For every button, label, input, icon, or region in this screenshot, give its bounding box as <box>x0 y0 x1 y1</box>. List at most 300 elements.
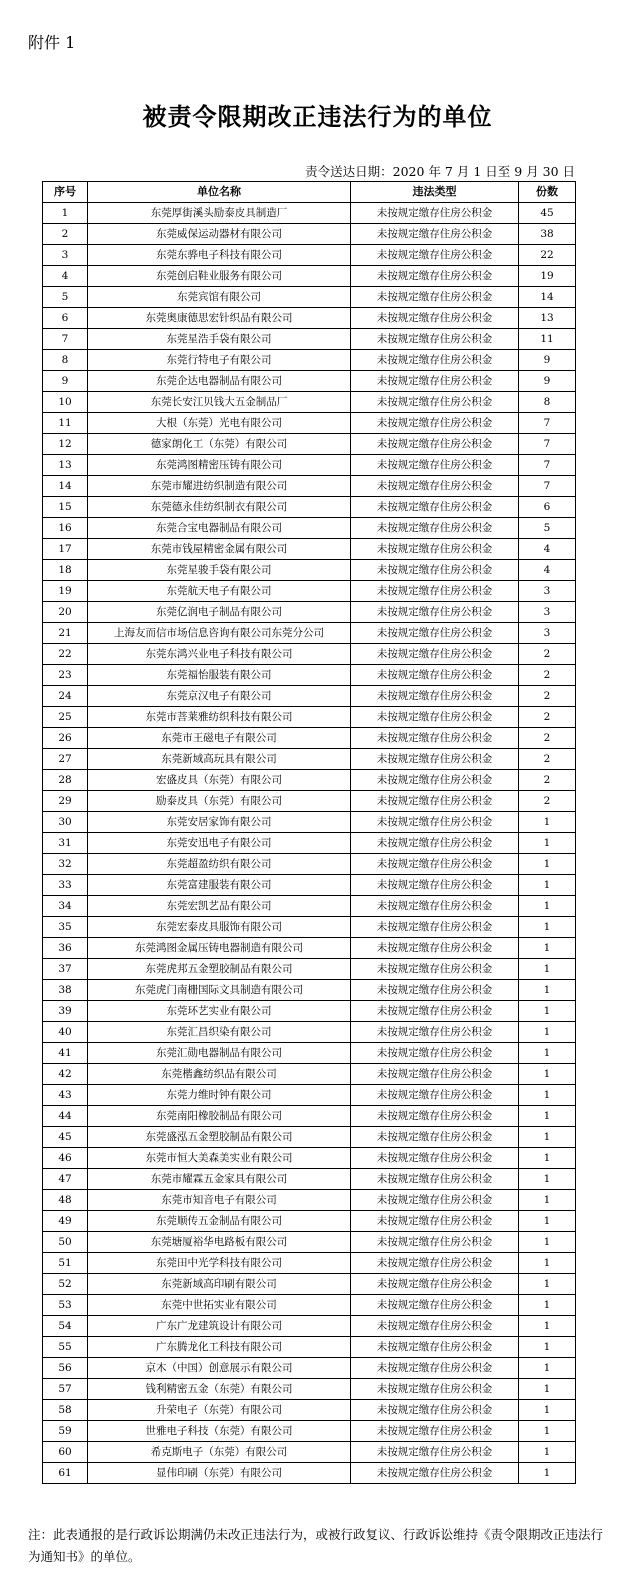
row-index: 30 <box>43 812 88 833</box>
copy-count: 2 <box>519 728 576 749</box>
table-row <box>43 413 576 434</box>
row-index: 44 <box>43 1106 88 1127</box>
table-row <box>43 959 576 980</box>
table-row <box>43 644 576 665</box>
row-index: 36 <box>43 938 88 959</box>
violation-type: 未按规定缴存住房公积金 <box>351 476 519 497</box>
copy-count: 1 <box>519 1400 576 1421</box>
copy-count: 1 <box>519 980 576 1001</box>
violation-type: 未按规定缴存住房公积金 <box>351 329 519 350</box>
violation-type: 未按规定缴存住房公积金 <box>351 1253 519 1274</box>
copy-count: 11 <box>519 329 576 350</box>
company-name: 东莞市恒大美森美实业有限公司 <box>88 1148 351 1169</box>
row-index: 55 <box>43 1337 88 1358</box>
violation-type: 未按规定缴存住房公积金 <box>351 1295 519 1316</box>
row-index: 47 <box>43 1169 88 1190</box>
copy-count: 2 <box>519 644 576 665</box>
row-index: 23 <box>43 665 88 686</box>
column-header-count: 份数 <box>519 182 576 203</box>
row-index: 61 <box>43 1463 88 1484</box>
violation-type: 未按规定缴存住房公积金 <box>351 686 519 707</box>
row-index: 3 <box>43 245 88 266</box>
violation-type: 未按规定缴存住房公积金 <box>351 749 519 770</box>
violation-type: 未按规定缴存住房公积金 <box>351 581 519 602</box>
row-index: 31 <box>43 833 88 854</box>
company-name: 东莞力维时钟有限公司 <box>88 1085 351 1106</box>
violation-type: 未按规定缴存住房公积金 <box>351 980 519 1001</box>
table-row <box>43 266 576 287</box>
violation-type: 未按规定缴存住房公积金 <box>351 728 519 749</box>
copy-count: 4 <box>519 539 576 560</box>
company-name: 东莞市王磁电子有限公司 <box>88 728 351 749</box>
violation-type: 未按规定缴存住房公积金 <box>351 1232 519 1253</box>
company-name: 东莞新域高印刷有限公司 <box>88 1274 351 1295</box>
table-row <box>43 980 576 1001</box>
company-name: 东莞京汉电子有限公司 <box>88 686 351 707</box>
document-title: 被责令限期改正违法行为的单位 <box>142 102 493 131</box>
table-row <box>43 1169 576 1190</box>
violation-type: 未按规定缴存住房公积金 <box>351 287 519 308</box>
company-name: 东莞亿润电子制品有限公司 <box>88 602 351 623</box>
company-name: 东莞星骏手袋有限公司 <box>88 560 351 581</box>
row-index: 56 <box>43 1358 88 1379</box>
table-row <box>43 1022 576 1043</box>
row-index: 32 <box>43 854 88 875</box>
copy-count: 1 <box>519 1106 576 1127</box>
row-index: 8 <box>43 350 88 371</box>
table-row <box>43 1442 576 1463</box>
row-index: 22 <box>43 644 88 665</box>
company-name: 东莞东骅电子科技有限公司 <box>88 245 351 266</box>
table-row <box>43 1148 576 1169</box>
row-index: 49 <box>43 1211 88 1232</box>
table-row <box>43 1127 576 1148</box>
violation-type: 未按规定缴存住房公积金 <box>351 1463 519 1484</box>
row-index: 29 <box>43 791 88 812</box>
violation-type: 未按规定缴存住房公积金 <box>351 539 519 560</box>
company-name: 东莞汇昌织染有限公司 <box>88 1022 351 1043</box>
company-name: 东莞顺传五金制品有限公司 <box>88 1211 351 1232</box>
column-header-company: 单位名称 <box>88 182 351 203</box>
violation-type: 未按规定缴存住房公积金 <box>351 644 519 665</box>
table-header-row <box>43 182 576 203</box>
table-row <box>43 665 576 686</box>
company-name: 东莞超盈纺织有限公司 <box>88 854 351 875</box>
violation-type: 未按规定缴存住房公积金 <box>351 1001 519 1022</box>
company-name: 东莞威保运动器材有限公司 <box>88 224 351 245</box>
table-row <box>43 1043 576 1064</box>
violation-type: 未按规定缴存住房公积金 <box>351 350 519 371</box>
table-row <box>43 1253 576 1274</box>
copy-count: 2 <box>519 791 576 812</box>
copy-count: 3 <box>519 581 576 602</box>
violation-type: 未按规定缴存住房公积金 <box>351 1169 519 1190</box>
table-row <box>43 770 576 791</box>
copy-count: 1 <box>519 1421 576 1442</box>
copy-count: 13 <box>519 308 576 329</box>
company-name: 京木（中国）创意展示有限公司 <box>88 1358 351 1379</box>
row-index: 4 <box>43 266 88 287</box>
row-index: 38 <box>43 980 88 1001</box>
row-index: 2 <box>43 224 88 245</box>
table-row <box>43 560 576 581</box>
copy-count: 1 <box>519 1001 576 1022</box>
table-row <box>43 1274 576 1295</box>
table-row <box>43 812 576 833</box>
copy-count: 4 <box>519 560 576 581</box>
table-row <box>43 1232 576 1253</box>
copy-count: 22 <box>519 245 576 266</box>
copy-count: 1 <box>519 1085 576 1106</box>
copy-count: 1 <box>519 1127 576 1148</box>
table-row <box>43 203 576 224</box>
violation-type: 未按规定缴存住房公积金 <box>351 665 519 686</box>
copy-count: 1 <box>519 1358 576 1379</box>
row-index: 45 <box>43 1127 88 1148</box>
company-name: 宏盛皮具（东莞）有限公司 <box>88 770 351 791</box>
copy-count: 9 <box>519 350 576 371</box>
table-row <box>43 896 576 917</box>
table-row <box>43 1400 576 1421</box>
copy-count: 1 <box>519 917 576 938</box>
copy-count: 1 <box>519 1379 576 1400</box>
row-index: 10 <box>43 392 88 413</box>
violation-type: 未按规定缴存住房公积金 <box>351 1358 519 1379</box>
table-row <box>43 1211 576 1232</box>
table-row <box>43 791 576 812</box>
copy-count: 7 <box>519 413 576 434</box>
copy-count: 45 <box>519 203 576 224</box>
column-header-violation: 违法类型 <box>351 182 519 203</box>
violation-type: 未按规定缴存住房公积金 <box>351 413 519 434</box>
row-index: 34 <box>43 896 88 917</box>
copy-count: 1 <box>519 1463 576 1484</box>
row-index: 18 <box>43 560 88 581</box>
row-index: 15 <box>43 497 88 518</box>
violation-type: 未按规定缴存住房公积金 <box>351 1421 519 1442</box>
company-name: 显伟印刷（东莞）有限公司 <box>88 1463 351 1484</box>
copy-count: 2 <box>519 770 576 791</box>
row-index: 9 <box>43 371 88 392</box>
company-name: 升荣电子（东莞）有限公司 <box>88 1400 351 1421</box>
copy-count: 1 <box>519 1211 576 1232</box>
row-index: 28 <box>43 770 88 791</box>
table-row <box>43 392 576 413</box>
violation-type: 未按规定缴存住房公积金 <box>351 917 519 938</box>
violation-type: 未按规定缴存住房公积金 <box>351 455 519 476</box>
violation-type: 未按规定缴存住房公积金 <box>351 518 519 539</box>
company-name: 东莞合宝电器制品有限公司 <box>88 518 351 539</box>
copy-count: 9 <box>519 371 576 392</box>
company-name: 东莞中世拓实业有限公司 <box>88 1295 351 1316</box>
copy-count: 1 <box>519 1043 576 1064</box>
company-name: 东莞奥康德思宏针织品有限公司 <box>88 308 351 329</box>
violation-type: 未按规定缴存住房公积金 <box>351 308 519 329</box>
violation-type: 未按规定缴存住房公积金 <box>351 602 519 623</box>
violation-type: 未按规定缴存住房公积金 <box>351 371 519 392</box>
company-name: 德家朗化工（东莞）有限公司 <box>88 434 351 455</box>
company-name: 东莞新域高玩具有限公司 <box>88 749 351 770</box>
table-row <box>43 539 576 560</box>
table-row <box>43 1064 576 1085</box>
row-index: 13 <box>43 455 88 476</box>
table-row <box>43 749 576 770</box>
row-index: 54 <box>43 1316 88 1337</box>
company-name: 希克斯电子（东莞）有限公司 <box>88 1442 351 1463</box>
copy-count: 1 <box>519 938 576 959</box>
company-name: 广东腾龙化工科技有限公司 <box>88 1337 351 1358</box>
violation-type: 未按规定缴存住房公积金 <box>351 791 519 812</box>
company-name: 东莞盛泓五金塑胶制品有限公司 <box>88 1127 351 1148</box>
footnote: 注：此表通报的是行政诉讼期满仍未改正违法行为，或被行政复议、行政诉讼维持《责令限期改正违法行为通知书》的单位。 <box>28 1527 604 1564</box>
company-name: 东莞星浩手袋有限公司 <box>88 329 351 350</box>
violation-type: 未按规定缴存住房公积金 <box>351 833 519 854</box>
copy-count: 2 <box>519 686 576 707</box>
company-name: 大根（东莞）光电有限公司 <box>88 413 351 434</box>
company-name: 东莞市钱屋精密金属有限公司 <box>88 539 351 560</box>
company-name: 励泰皮具（东莞）有限公司 <box>88 791 351 812</box>
copy-count: 5 <box>519 518 576 539</box>
table-row <box>43 1001 576 1022</box>
row-index: 42 <box>43 1064 88 1085</box>
copy-count: 1 <box>519 1148 576 1169</box>
company-name: 东莞虎门南栅国际文具制造有限公司 <box>88 980 351 1001</box>
table-row <box>43 455 576 476</box>
copy-count: 7 <box>519 455 576 476</box>
row-index: 17 <box>43 539 88 560</box>
copy-count: 2 <box>519 707 576 728</box>
copy-count: 19 <box>519 266 576 287</box>
copy-count: 7 <box>519 476 576 497</box>
table-row <box>43 1106 576 1127</box>
table-row <box>43 434 576 455</box>
table-row <box>43 686 576 707</box>
company-name: 东莞宏凯艺品有限公司 <box>88 896 351 917</box>
violation-type: 未按规定缴存住房公积金 <box>351 1337 519 1358</box>
date-range: 责令送达日期：2020 年 7 月 1 日至 9 月 30 日 <box>305 164 575 179</box>
row-index: 21 <box>43 623 88 644</box>
violation-type: 未按规定缴存住房公积金 <box>351 707 519 728</box>
company-name: 东莞田中光学科技有限公司 <box>88 1253 351 1274</box>
violation-type: 未按规定缴存住房公积金 <box>351 560 519 581</box>
violation-type: 未按规定缴存住房公积金 <box>351 1127 519 1148</box>
row-index: 41 <box>43 1043 88 1064</box>
table-row <box>43 707 576 728</box>
company-name: 东莞汇勋电器制品有限公司 <box>88 1043 351 1064</box>
violation-type: 未按规定缴存住房公积金 <box>351 1022 519 1043</box>
violation-type: 未按规定缴存住房公积金 <box>351 938 519 959</box>
company-name: 上海友而信市场信息咨询有限公司东莞分公司 <box>88 623 351 644</box>
copy-count: 2 <box>519 665 576 686</box>
violation-type: 未按规定缴存住房公积金 <box>351 1043 519 1064</box>
table-row <box>43 476 576 497</box>
table-row <box>43 308 576 329</box>
company-name: 广东广龙建筑设计有限公司 <box>88 1316 351 1337</box>
violation-type: 未按规定缴存住房公积金 <box>351 854 519 875</box>
violation-type: 未按规定缴存住房公积金 <box>351 245 519 266</box>
violation-type: 未按规定缴存住房公积金 <box>351 1316 519 1337</box>
row-index: 53 <box>43 1295 88 1316</box>
row-index: 5 <box>43 287 88 308</box>
row-index: 51 <box>43 1253 88 1274</box>
table-row <box>43 1463 576 1484</box>
violation-type: 未按规定缴存住房公积金 <box>351 1400 519 1421</box>
table-row <box>43 581 576 602</box>
row-index: 33 <box>43 875 88 896</box>
table-row <box>43 245 576 266</box>
violation-type: 未按规定缴存住房公积金 <box>351 623 519 644</box>
copy-count: 1 <box>519 1442 576 1463</box>
company-name: 东莞东鸿兴业电子科技有限公司 <box>88 644 351 665</box>
copy-count: 3 <box>519 602 576 623</box>
table-row <box>43 1316 576 1337</box>
company-name: 东莞宾馆有限公司 <box>88 287 351 308</box>
row-index: 1 <box>43 203 88 224</box>
table-row <box>43 287 576 308</box>
copy-count: 1 <box>519 1232 576 1253</box>
row-index: 27 <box>43 749 88 770</box>
table-row <box>43 1295 576 1316</box>
table-row <box>43 728 576 749</box>
violation-type: 未按规定缴存住房公积金 <box>351 770 519 791</box>
company-name: 东莞安居家饰有限公司 <box>88 812 351 833</box>
table-row <box>43 917 576 938</box>
company-name: 东莞航天电子有限公司 <box>88 581 351 602</box>
company-name: 东莞福怡服装有限公司 <box>88 665 351 686</box>
violation-type: 未按规定缴存住房公积金 <box>351 896 519 917</box>
company-name: 东莞厚街溪头励泰皮具制造厂 <box>88 203 351 224</box>
copy-count: 1 <box>519 812 576 833</box>
copy-count: 1 <box>519 1169 576 1190</box>
company-name: 东莞行特电子有限公司 <box>88 350 351 371</box>
row-index: 19 <box>43 581 88 602</box>
violation-type: 未按规定缴存住房公积金 <box>351 1064 519 1085</box>
company-name: 东莞市知音电子有限公司 <box>88 1190 351 1211</box>
company-name: 东莞市耀霖五金家具有限公司 <box>88 1169 351 1190</box>
row-index: 12 <box>43 434 88 455</box>
row-index: 46 <box>43 1148 88 1169</box>
table-row <box>43 1190 576 1211</box>
violation-type: 未按规定缴存住房公积金 <box>351 1274 519 1295</box>
row-index: 39 <box>43 1001 88 1022</box>
copy-count: 1 <box>519 959 576 980</box>
row-index: 11 <box>43 413 88 434</box>
violation-type: 未按规定缴存住房公积金 <box>351 1211 519 1232</box>
table-row <box>43 350 576 371</box>
row-index: 40 <box>43 1022 88 1043</box>
copy-count: 38 <box>519 224 576 245</box>
row-index: 26 <box>43 728 88 749</box>
copy-count: 8 <box>519 392 576 413</box>
violation-type: 未按规定缴存住房公积金 <box>351 812 519 833</box>
company-name: 东莞楷鑫纺织品有限公司 <box>88 1064 351 1085</box>
copy-count: 2 <box>519 749 576 770</box>
row-index: 35 <box>43 917 88 938</box>
company-name: 世雅电子科技（东莞）有限公司 <box>88 1421 351 1442</box>
copy-count: 1 <box>519 1295 576 1316</box>
company-name: 东莞德永佳纺织制衣有限公司 <box>88 497 351 518</box>
table-row <box>43 1379 576 1400</box>
violation-type: 未按规定缴存住房公积金 <box>351 434 519 455</box>
copy-count: 1 <box>519 1316 576 1337</box>
table-row <box>43 938 576 959</box>
table-row <box>43 623 576 644</box>
copy-count: 3 <box>519 623 576 644</box>
copy-count: 1 <box>519 1337 576 1358</box>
row-index: 16 <box>43 518 88 539</box>
row-index: 43 <box>43 1085 88 1106</box>
row-index: 60 <box>43 1442 88 1463</box>
table-row <box>43 518 576 539</box>
table-row <box>43 1337 576 1358</box>
copy-count: 1 <box>519 1190 576 1211</box>
column-header-index: 序号 <box>43 182 88 203</box>
copy-count: 1 <box>519 1022 576 1043</box>
violation-type: 未按规定缴存住房公积金 <box>351 224 519 245</box>
violation-type: 未按规定缴存住房公积金 <box>351 1190 519 1211</box>
attachment-label: 附件 1 <box>28 33 76 52</box>
company-name: 东莞宏泰皮具服饰有限公司 <box>88 917 351 938</box>
table-row <box>43 497 576 518</box>
table-row <box>43 602 576 623</box>
row-index: 14 <box>43 476 88 497</box>
row-index: 24 <box>43 686 88 707</box>
company-name: 东莞鸿图金属压铸电器制造有限公司 <box>88 938 351 959</box>
row-index: 52 <box>43 1274 88 1295</box>
copy-count: 6 <box>519 497 576 518</box>
table-row <box>43 875 576 896</box>
company-name: 东莞南阳橡胶制品有限公司 <box>88 1106 351 1127</box>
company-name: 东莞长安江贝钱大五金制品厂 <box>88 392 351 413</box>
table-row <box>43 371 576 392</box>
company-name: 东莞环艺实业有限公司 <box>88 1001 351 1022</box>
company-name: 东莞虎邦五金塑胶制品有限公司 <box>88 959 351 980</box>
company-name: 东莞市耀进纺织制造有限公司 <box>88 476 351 497</box>
company-name: 东莞富建服装有限公司 <box>88 875 351 896</box>
table-row <box>43 224 576 245</box>
copy-count: 14 <box>519 287 576 308</box>
table-row <box>43 1421 576 1442</box>
company-name: 东莞安迅电子有限公司 <box>88 833 351 854</box>
table-row <box>43 854 576 875</box>
copy-count: 1 <box>519 833 576 854</box>
table-body <box>43 203 576 1484</box>
row-index: 50 <box>43 1232 88 1253</box>
row-index: 20 <box>43 602 88 623</box>
copy-count: 1 <box>519 1274 576 1295</box>
table-row <box>43 329 576 350</box>
row-index: 58 <box>43 1400 88 1421</box>
violation-type: 未按规定缴存住房公积金 <box>351 203 519 224</box>
violation-type: 未按规定缴存住房公积金 <box>351 1085 519 1106</box>
company-name: 东莞市菩莱雅纺织科技有限公司 <box>88 707 351 728</box>
violation-type: 未按规定缴存住房公积金 <box>351 1106 519 1127</box>
violation-table <box>42 181 576 1484</box>
row-index: 37 <box>43 959 88 980</box>
company-name: 东莞企达电器制品有限公司 <box>88 371 351 392</box>
copy-count: 1 <box>519 1253 576 1274</box>
copy-count: 1 <box>519 896 576 917</box>
violation-type: 未按规定缴存住房公积金 <box>351 392 519 413</box>
row-index: 7 <box>43 329 88 350</box>
row-index: 57 <box>43 1379 88 1400</box>
violation-type: 未按规定缴存住房公积金 <box>351 497 519 518</box>
violation-type: 未按规定缴存住房公积金 <box>351 1442 519 1463</box>
violation-type: 未按规定缴存住房公积金 <box>351 875 519 896</box>
copy-count: 1 <box>519 875 576 896</box>
company-name: 东莞鸿图精密压铸有限公司 <box>88 455 351 476</box>
row-index: 59 <box>43 1421 88 1442</box>
